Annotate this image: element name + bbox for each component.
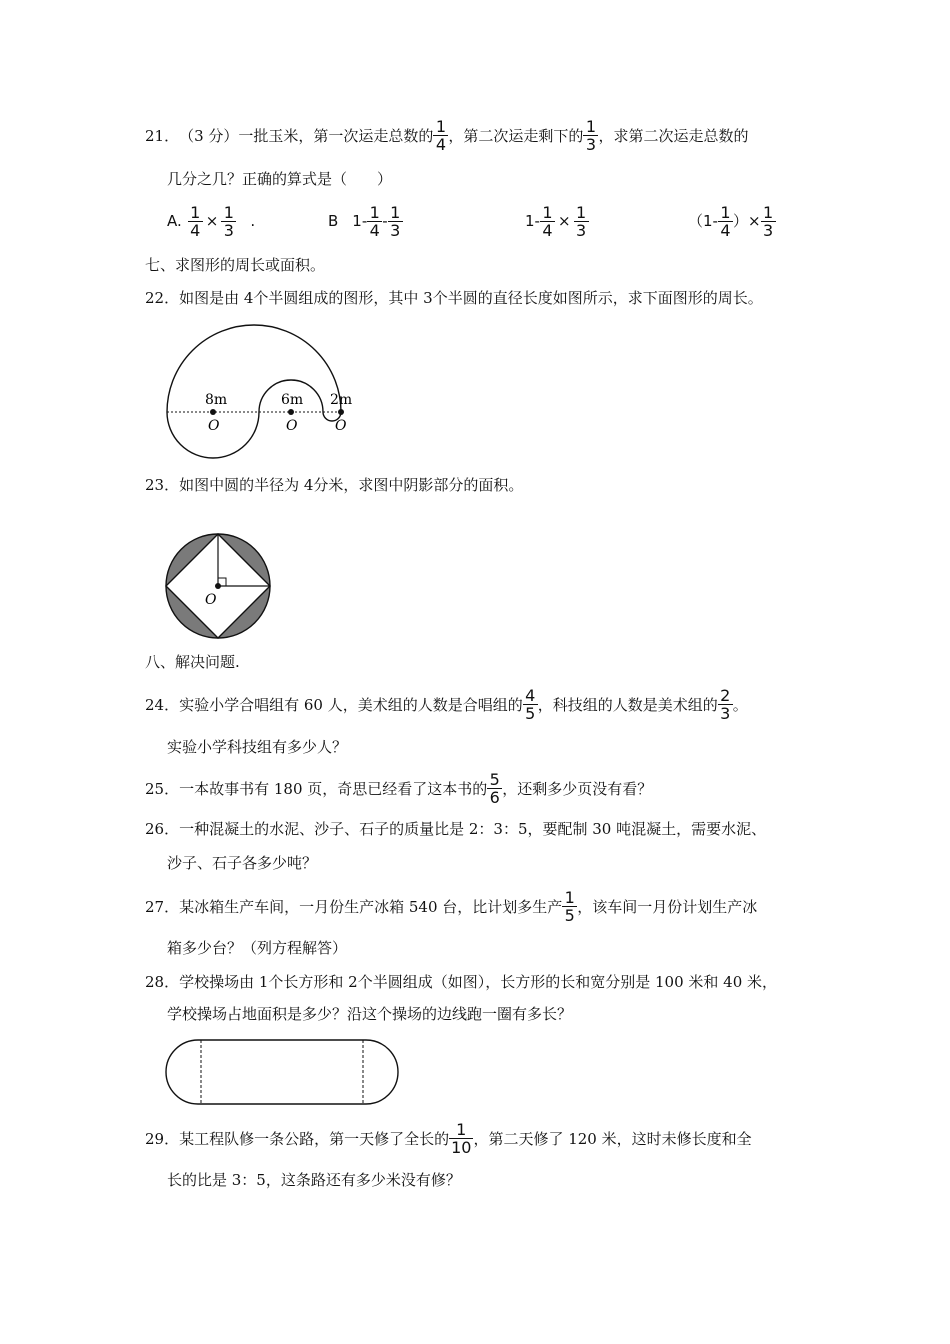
- option-d-fraction-1: $\frac{1}{4}$: [719, 204, 732, 239]
- label-8m: 8m: [205, 392, 228, 408]
- label-6m: 6m: [281, 392, 304, 408]
- q22-semicircle-figure: [160, 315, 360, 465]
- q22-text: 22．如图是由 4个半圆组成的图形，其中 3个半圆的直径长度如图所示，求下面图形的周长。: [145, 289, 763, 307]
- q29-fraction-1: $\frac{1}{10}$: [451, 1120, 472, 1157]
- section-8-heading: 八、解决问题.: [145, 653, 240, 671]
- option-d-fraction-2: $\frac{1}{3}$: [762, 204, 775, 239]
- q21-option-c[interactable]: 1- $\frac{1}{4}$ × $\frac{1}{3}$: [525, 198, 589, 244]
- option-b-fraction-1: $\frac{1}{4}$: [368, 204, 381, 239]
- section-7-heading: 七、求图形的周长或面积。: [145, 256, 326, 274]
- q24-fraction-2: $\frac{2}{3}$: [719, 687, 732, 722]
- q26-line2: 沙子、石子各多少吨？: [167, 854, 318, 872]
- q23-circle-figure: [162, 530, 274, 642]
- q24-fraction-1: $\frac{4}{5}$: [524, 687, 537, 722]
- q21-text-a: 一批玉米，第一次运走总数的: [238, 126, 434, 145]
- label-o-2: O: [286, 418, 298, 434]
- q25-line1: 25．一本故事书有 180 页，奇思已经看了这本书的 $\frac{5}{6}$ ，还剩多少页没有看？: [145, 770, 653, 807]
- q21-option-a[interactable]: A. $\frac{1}{4}$ × $\frac{1}{3}$ .: [167, 202, 256, 240]
- q21-fraction-1: $\frac{1}{4}$: [434, 118, 447, 153]
- q21-line2: 几分之几？正确的算式是（ ）: [167, 170, 393, 188]
- q21-option-b[interactable]: B 1- $\frac{1}{4}$ - $\frac{1}{3}$: [328, 198, 403, 244]
- q27-fraction-1: $\frac{1}{5}$: [563, 889, 576, 924]
- q27-line2: 箱多少台？（列方程解答）: [167, 939, 348, 957]
- q21-text-b: ，第二次运走剩下的: [448, 126, 584, 145]
- option-a-fraction-2: $\frac{1}{3}$: [222, 204, 235, 239]
- q28-track-figure: [164, 1038, 400, 1108]
- q27-line1: 27．某冰箱生产车间，一月份生产冰箱 540 台，比计划多生产 $\frac{1}{5}$ ，该车间一月份计划生产冰: [145, 888, 758, 925]
- q29-line1: 29．某工程队修一条公路，第一天修了全长的 $\frac{1}{10}$ ，第二天修了 120 米，这时未修长度和全: [145, 1120, 752, 1157]
- q21-option-d[interactable]: （1- $\frac{1}{4}$ ）× $\frac{1}{3}$: [688, 198, 776, 244]
- option-c-fraction-2: $\frac{1}{3}$: [575, 204, 588, 239]
- q21-number: 21．: [145, 126, 180, 145]
- label-o: O: [205, 592, 217, 608]
- q21-line1: [145, 117, 950, 154]
- q24-line2: 实验小学科技组有多少人？: [167, 738, 348, 756]
- q21-fraction-2: $\frac{1}{3}$: [584, 118, 597, 153]
- option-b-fraction-2: $\frac{1}{3}$: [389, 204, 402, 239]
- label-o-3: O: [335, 418, 347, 434]
- q24-line1: 24．实验小学合唱组有 60 人，美术组的人数是合唱组的 $\frac{4}{5}$ ，科技组的人数是美术组的 $\frac{2}{3}$ 。: [145, 686, 748, 723]
- q26-line1: 26．一种混凝土的水泥、沙子、石子的质量比是 2：3：5，要配制 30 吨混凝土，需要水泥、: [145, 820, 767, 838]
- q29-line2: 长的比是 3：5，这条路还有多少米没有修？: [167, 1171, 461, 1189]
- q21-text-c: ，求第二次运走总数的: [598, 126, 749, 145]
- q21-score: （3 分）: [179, 126, 239, 145]
- q28-line2: 学校操场占地面积是多少？沿这个操场的边线跑一圈有多长？: [167, 1005, 573, 1023]
- label-o-1: O: [208, 418, 220, 434]
- q25-fraction-1: $\frac{5}{6}$: [488, 771, 501, 806]
- option-a-fraction-1: $\frac{1}{4}$: [189, 204, 202, 239]
- label-2m: 2m: [330, 392, 353, 408]
- q23-text: 23．如图中圆的半径为 4分米，求图中阴影部分的面积。: [145, 476, 524, 494]
- q28-line1: 28．学校操场由 1个长方形和 2个半圆组成（如图），长方形的长和宽分别是 100 米和 40 米，: [145, 973, 778, 991]
- q21-options: [0, 198, 950, 244]
- option-c-fraction-1: $\frac{1}{4}$: [541, 204, 554, 239]
